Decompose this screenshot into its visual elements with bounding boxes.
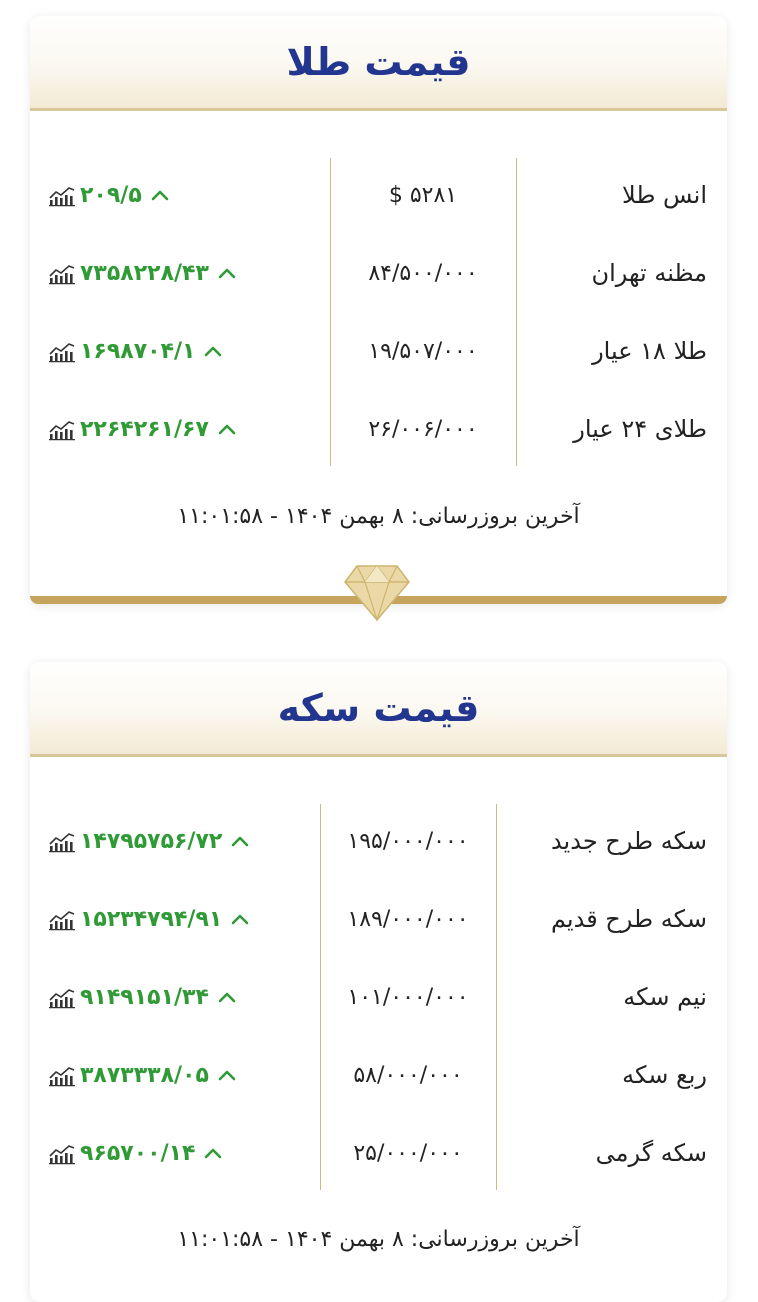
item-change (48, 1141, 223, 1166)
coin-card-title: قیمت سکه (277, 686, 480, 730)
table-row (30, 409, 727, 449)
item-price: ۱۹۵/۰۰۰/۰۰۰ (347, 828, 469, 854)
up-arrow-icon (203, 1146, 223, 1160)
table-row (30, 821, 727, 861)
change-value: ۳۸۷۳۳۳۸/۰۵ (80, 1062, 209, 1088)
coin-card-header (30, 662, 727, 757)
bar-chart-icon[interactable] (48, 1063, 76, 1087)
table-row (30, 253, 727, 293)
up-arrow-icon (217, 990, 237, 1004)
up-arrow-icon (150, 188, 170, 202)
item-name: سکه طرح جدید (550, 827, 707, 855)
up-arrow-icon (230, 834, 250, 848)
item-price: ۱۹/۵۰۷/۰۰۰ (368, 338, 478, 364)
change-value: ۷۳۵۸۲۲۸/۴۳ (80, 260, 209, 286)
bar-chart-icon[interactable] (48, 417, 76, 441)
up-arrow-icon (217, 266, 237, 280)
last-update-text: آخرین بروزرسانی: ۸ بهمن ۱۴۰۴ - ۱۱:۰۱:۵۸ (177, 504, 580, 529)
item-change (48, 829, 250, 854)
gold-price-card (30, 16, 727, 604)
item-change (48, 907, 250, 932)
bar-chart-icon[interactable] (48, 261, 76, 285)
bar-chart-icon[interactable] (48, 907, 76, 931)
coin-price-card (30, 662, 727, 1302)
table-row (30, 1133, 727, 1173)
item-name: سکه گرمی (595, 1139, 707, 1167)
item-price: ۱۰۱/۰۰۰/۰۰۰ (347, 984, 469, 1010)
item-change (48, 183, 170, 208)
up-arrow-icon (203, 344, 223, 358)
item-price: ۸۴/۵۰۰/۰۰۰ (368, 260, 478, 286)
bar-chart-icon[interactable] (48, 339, 76, 363)
last-update-text: آخرین بروزرسانی: ۸ بهمن ۱۴۰۴ - ۱۱:۰۱:۵۸ (177, 1227, 580, 1252)
item-name: انس طلا (622, 181, 707, 209)
change-value: ۲۲۶۴۲۶۱/۶۷ (80, 416, 209, 442)
item-change (48, 1063, 237, 1088)
change-value: ۲۰۹/۵ (80, 182, 142, 208)
table-row (30, 331, 727, 371)
item-change (48, 417, 237, 442)
table-row (30, 899, 727, 939)
bar-chart-icon[interactable] (48, 1141, 76, 1165)
up-arrow-icon (217, 422, 237, 436)
change-value: ۹۶۵۷۰۰/۱۴ (80, 1140, 196, 1166)
gold-card-title: قیمت طلا (286, 40, 471, 84)
gold-card-header (30, 16, 727, 111)
item-price: ۱۸۹/۰۰۰/۰۰۰ (347, 906, 469, 932)
bar-chart-icon[interactable] (48, 829, 76, 853)
table-row (30, 175, 727, 215)
change-value: ۹۱۴۹۱۵۱/۳۴ (80, 984, 209, 1010)
table-row (30, 1055, 727, 1095)
up-arrow-icon (217, 1068, 237, 1082)
diamond-icon (343, 562, 411, 624)
change-value: ۱۴۷۹۵۷۵۶/۷۲ (80, 828, 223, 854)
item-name: طلا ۱۸ عیار (592, 337, 707, 365)
item-name: نیم سکه (623, 983, 707, 1011)
up-arrow-icon (230, 912, 250, 926)
table-row (30, 977, 727, 1017)
item-name: ربع سکه (622, 1061, 707, 1089)
change-value: ۱۵۲۳۴۷۹۴/۹۱ (80, 906, 223, 932)
item-name: طلای ۲۴ عیار (573, 415, 707, 443)
item-change (48, 339, 223, 364)
item-price: ۲۶/۰۰۶/۰۰۰ (368, 416, 478, 442)
bar-chart-icon[interactable] (48, 985, 76, 1009)
bar-chart-icon[interactable] (48, 183, 76, 207)
change-value: ۱۶۹۸۷۰۴/۱ (80, 338, 196, 364)
item-change (48, 261, 237, 286)
item-price: $ ۵۲۸۱ (388, 182, 458, 208)
item-price: ۵۸/۰۰۰/۰۰۰ (353, 1062, 463, 1088)
item-name: مظنه تهران (591, 259, 707, 287)
item-name: سکه طرح قدیم (550, 905, 707, 933)
item-price: ۲۵/۰۰۰/۰۰۰ (353, 1140, 463, 1166)
item-change (48, 985, 237, 1010)
